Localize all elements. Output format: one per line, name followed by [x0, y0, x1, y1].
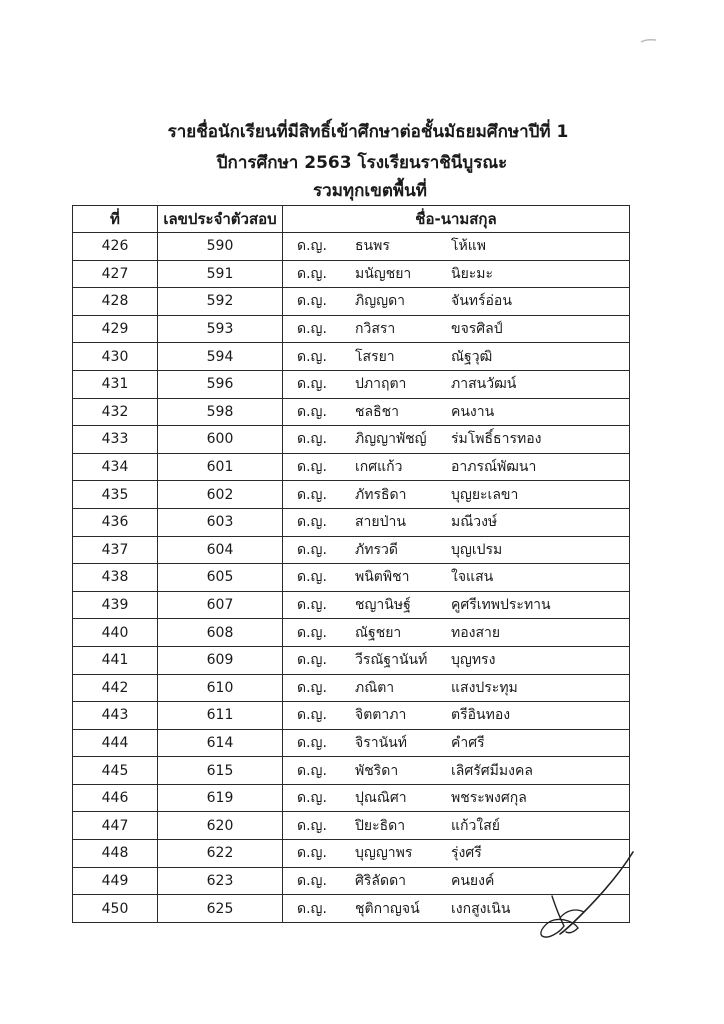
name-prefix: ด.ญ.	[297, 238, 327, 255]
name-prefix: ด.ญ.	[297, 734, 327, 751]
exam-id: 601	[158, 453, 283, 481]
table-row	[73, 260, 630, 288]
exam-id: 615	[158, 757, 283, 785]
student-name-cell	[283, 729, 630, 757]
table-row	[73, 591, 630, 619]
student-name-cell	[283, 315, 630, 343]
row-number: 450	[73, 895, 158, 923]
row-number: 429	[73, 315, 158, 343]
first-name: ณัฐชยา	[355, 624, 402, 641]
table-row	[73, 398, 630, 426]
column-header-exam-id: เลขประจำตัวสอบ	[158, 206, 283, 233]
exam-id: 610	[158, 674, 283, 702]
name-prefix: ด.ญ.	[297, 541, 327, 558]
row-number: 444	[73, 729, 158, 757]
exam-id: 600	[158, 426, 283, 454]
exam-id: 605	[158, 564, 283, 592]
student-name-cell	[283, 508, 630, 536]
exam-id: 594	[158, 343, 283, 371]
first-name: จิรานันท์	[355, 734, 407, 751]
exam-id: 590	[158, 233, 283, 261]
first-name: เกศแก้ว	[355, 459, 403, 476]
name-prefix: ด.ญ.	[297, 790, 327, 807]
exam-id: 596	[158, 370, 283, 398]
last-name: บุญทรง	[451, 652, 496, 669]
table-row	[73, 453, 630, 481]
name-prefix: ด.ญ.	[297, 403, 327, 420]
scan-speck-icon	[640, 38, 658, 44]
student-name-cell	[283, 784, 630, 812]
table-body	[73, 233, 630, 923]
column-header-no: ที่	[73, 206, 158, 233]
row-number: 428	[73, 288, 158, 316]
last-name: บุญเปรม	[451, 541, 503, 558]
name-prefix: ด.ญ.	[297, 459, 327, 476]
table-row	[73, 481, 630, 509]
student-roster-table	[72, 205, 630, 923]
exam-id: 591	[158, 260, 283, 288]
row-number: 445	[73, 757, 158, 785]
last-name: คนยงค์	[451, 872, 495, 889]
name-prefix: ด.ญ.	[297, 679, 327, 696]
first-name: ภิญญาพัชญ์	[355, 431, 427, 448]
exam-id: 598	[158, 398, 283, 426]
name-prefix: ด.ญ.	[297, 624, 327, 641]
table-row	[73, 426, 630, 454]
row-number: 449	[73, 867, 158, 895]
row-number: 427	[73, 260, 158, 288]
first-name: พนิตพิชา	[355, 569, 410, 586]
name-prefix: ด.ญ.	[297, 486, 327, 503]
table-row	[73, 784, 630, 812]
row-number: 426	[73, 233, 158, 261]
last-name: ตรีอินทอง	[451, 707, 511, 724]
document-subtitle-year-school: ปีการศึกษา 2563 โรงเรียนราชินีบูรณะ	[216, 153, 508, 173]
first-name: ปภาฤตา	[355, 376, 407, 393]
name-prefix: ด.ญ.	[297, 817, 327, 834]
last-name: ณัฐวุฒิ	[451, 348, 493, 365]
last-name: โห้แพ	[451, 238, 486, 255]
name-prefix: ด.ญ.	[297, 569, 327, 586]
student-name-cell	[283, 233, 630, 261]
first-name: ปุณณิศา	[355, 790, 407, 807]
exam-id: 609	[158, 646, 283, 674]
first-name: โสรยา	[355, 348, 395, 365]
exam-id: 592	[158, 288, 283, 316]
student-name-cell	[283, 398, 630, 426]
last-name: ภาสนวัฒน์	[451, 376, 517, 393]
last-name: บุญยะเลขา	[451, 486, 519, 503]
exam-id: 620	[158, 812, 283, 840]
last-name: รุ่งศรี	[451, 845, 482, 862]
name-prefix: ด.ญ.	[297, 321, 327, 338]
name-prefix: ด.ญ.	[297, 707, 327, 724]
name-prefix: ด.ญ.	[297, 845, 327, 862]
first-name: ชญานิษฐ์	[355, 597, 411, 614]
table-row	[73, 729, 630, 757]
name-prefix: ด.ญ.	[297, 652, 327, 669]
row-number: 439	[73, 591, 158, 619]
row-number: 431	[73, 370, 158, 398]
row-number: 436	[73, 508, 158, 536]
row-number: 443	[73, 702, 158, 730]
row-number: 438	[73, 564, 158, 592]
last-name: มณีวงษ์	[451, 514, 498, 531]
name-prefix: ด.ญ.	[297, 872, 327, 889]
name-prefix: ด.ญ.	[297, 597, 327, 614]
first-name: ภิญญดา	[355, 293, 406, 310]
first-name: ปิยะธิดา	[355, 817, 406, 834]
row-number: 430	[73, 343, 158, 371]
table-row	[73, 702, 630, 730]
first-name: ชลธิชา	[355, 403, 399, 420]
table-row	[73, 343, 630, 371]
last-name: ขจรศิลป์	[451, 321, 503, 338]
last-name: พชระพงศกุล	[451, 790, 527, 807]
student-name-cell	[283, 619, 630, 647]
exam-id: 614	[158, 729, 283, 757]
student-name-cell	[283, 288, 630, 316]
student-name-cell	[283, 646, 630, 674]
row-number: 437	[73, 536, 158, 564]
last-name: ใจแสน	[451, 569, 494, 586]
exam-id: 619	[158, 784, 283, 812]
document-subtitle-area: รวมทุกเขตพื้นที่	[313, 181, 427, 201]
row-number: 447	[73, 812, 158, 840]
student-name-cell	[283, 260, 630, 288]
exam-id: 611	[158, 702, 283, 730]
first-name: วีรณัฐานันท์	[355, 652, 428, 669]
first-name: จิตตาภา	[355, 707, 407, 724]
row-number: 432	[73, 398, 158, 426]
last-name: คูศรีเทพประทาน	[451, 597, 551, 614]
exam-id: 607	[158, 591, 283, 619]
name-prefix: ด.ญ.	[297, 900, 327, 917]
name-prefix: ด.ญ.	[297, 431, 327, 448]
student-name-cell	[283, 343, 630, 371]
row-number: 435	[73, 481, 158, 509]
student-name-cell	[283, 453, 630, 481]
student-name-cell	[283, 426, 630, 454]
table-row	[73, 315, 630, 343]
exam-id: 603	[158, 508, 283, 536]
student-name-cell	[283, 536, 630, 564]
exam-id: 608	[158, 619, 283, 647]
exam-id: 623	[158, 867, 283, 895]
name-prefix: ด.ญ.	[297, 293, 327, 310]
last-name: แสงประทุม	[451, 679, 518, 696]
last-name: คนงาน	[451, 403, 495, 420]
last-name: ทองสาย	[451, 624, 501, 641]
student-name-cell	[283, 370, 630, 398]
table-header-row	[73, 206, 630, 233]
table-row	[73, 288, 630, 316]
table-row	[73, 646, 630, 674]
first-name: ชุติกาญจน์	[355, 900, 420, 917]
first-name: ภณิตา	[355, 679, 395, 696]
table-row	[73, 757, 630, 785]
row-number: 446	[73, 784, 158, 812]
exam-id: 622	[158, 840, 283, 868]
table-row	[73, 674, 630, 702]
name-prefix: ด.ญ.	[297, 762, 327, 779]
student-name-cell	[283, 674, 630, 702]
last-name: จันทร์อ่อน	[451, 293, 512, 310]
table-row	[73, 812, 630, 840]
exam-id: 602	[158, 481, 283, 509]
student-name-cell	[283, 757, 630, 785]
name-prefix: ด.ญ.	[297, 514, 327, 531]
first-name: ภัทรธิดา	[355, 486, 407, 503]
name-prefix: ด.ญ.	[297, 348, 327, 365]
first-name: กวิสรา	[355, 321, 396, 338]
column-header-full-name: ชื่อ-นามสกุล	[283, 206, 630, 233]
first-name: พัชริดา	[355, 762, 399, 779]
last-name: เลิศรัศมีมงคล	[451, 762, 533, 779]
row-number: 440	[73, 619, 158, 647]
last-name: นิยะมะ	[451, 265, 494, 282]
table-row	[73, 564, 630, 592]
last-name: เงกสูงเนิน	[451, 900, 511, 917]
table-row	[73, 619, 630, 647]
student-name-cell	[283, 591, 630, 619]
row-number: 442	[73, 674, 158, 702]
student-name-cell	[283, 481, 630, 509]
exam-id: 604	[158, 536, 283, 564]
row-number: 448	[73, 840, 158, 868]
exam-id: 625	[158, 895, 283, 923]
first-name: ธนพร	[355, 238, 390, 255]
student-name-cell	[283, 564, 630, 592]
row-number: 433	[73, 426, 158, 454]
first-name: ภัทรวดี	[355, 541, 398, 558]
name-prefix: ด.ญ.	[297, 265, 327, 282]
table-row	[73, 370, 630, 398]
exam-id: 593	[158, 315, 283, 343]
name-prefix: ด.ญ.	[297, 376, 327, 393]
table-row	[73, 536, 630, 564]
table-row	[73, 508, 630, 536]
last-name: แก้วใสย์	[451, 817, 500, 834]
student-name-cell	[283, 812, 630, 840]
last-name: คำศรี	[451, 734, 485, 751]
document-title: รายชื่อนักเรียนที่มีสิทธิ์เข้าศึกษาต่อชั้นมัธยมศึกษาปีที่ 1	[167, 122, 569, 142]
table-row	[73, 233, 630, 261]
first-name: สายป่าน	[355, 514, 406, 531]
first-name: ศิริลัดดา	[355, 872, 407, 889]
last-name: ร่มโพธิ์ธารทอง	[451, 431, 542, 448]
row-number: 434	[73, 453, 158, 481]
first-name: มนัญชยา	[355, 265, 412, 282]
first-name: บุญญาพร	[355, 845, 413, 862]
student-name-cell	[283, 702, 630, 730]
row-number: 441	[73, 646, 158, 674]
last-name: อาภรณ์พัฒนา	[451, 459, 537, 476]
handwritten-signature-icon	[530, 848, 640, 948]
